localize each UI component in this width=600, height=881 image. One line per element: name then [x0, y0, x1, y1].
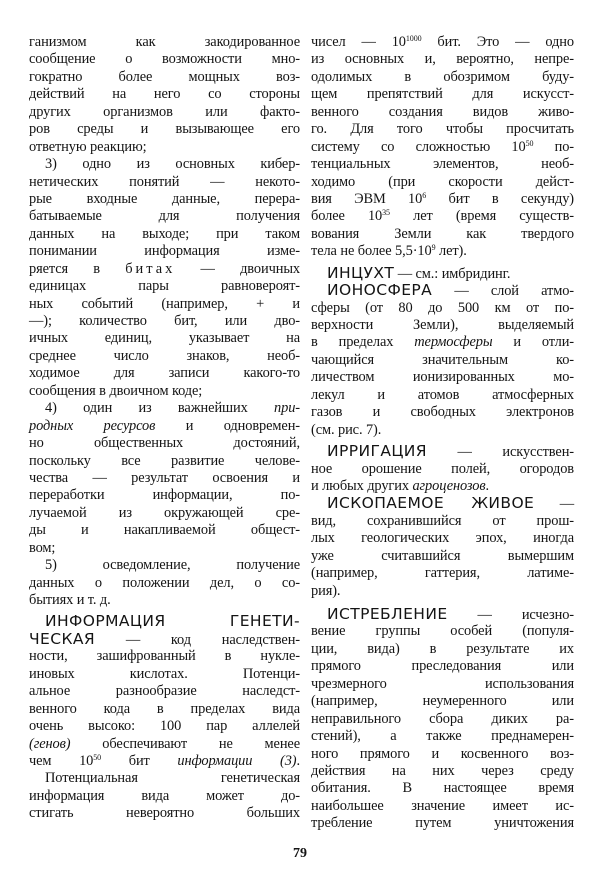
text-line: действия на них через среду — [311, 762, 574, 779]
text-fragment: — код наследствен- — [95, 631, 300, 648]
text-line: (например, гаттерия, латиме- — [311, 565, 574, 582]
text-line: 3) одно из основных кибер- — [45, 156, 300, 173]
text-line: поскольку все развитие челове- — [29, 452, 300, 469]
entry-heading-extermination: ИСТРЕБЛЕНИЕ — [327, 605, 448, 623]
text-line: Потенциальная генетическая — [45, 770, 300, 787]
cross-reference: при- — [274, 400, 300, 417]
text-line: чества — результат освоения и — [29, 469, 300, 486]
text-line: сферы (от 80 до 500 км от по- — [311, 299, 574, 316]
text-line: одолимых в обозримом буду- — [311, 68, 574, 85]
text-line: ходимо (при скорости дейст- — [311, 173, 574, 190]
text-line: действий на него со стороны — [29, 86, 300, 103]
text-line: ганизмом как закодированное — [29, 34, 300, 50]
text-line: бытиях и т. д. — [29, 592, 111, 608]
text-line: вид, сохранившийся от прош- — [311, 512, 574, 529]
text-fragment: систему со сложностью 10 — [311, 138, 526, 155]
entry-heading-genetic-information: ИНФОРМАЦИЯ ГЕНЕТИ- — [45, 612, 300, 631]
text-line: сообщение о возможности мно- — [29, 51, 300, 68]
text-line: прямого преследования или — [311, 658, 574, 675]
text-fragment: и одновремен- — [155, 417, 300, 434]
text-line: го. Для того чтобы просчитать — [311, 121, 574, 138]
text-fragment: более 10 — [311, 208, 383, 225]
text-line — [29, 753, 300, 770]
text-line: среднее число знаков, необ- — [29, 347, 300, 364]
text-line — [311, 443, 574, 460]
cross-reference: родных ресурсов — [29, 417, 156, 434]
entry-heading-irrigation: ИРРИГАЦИЯ — [327, 442, 427, 461]
text-line: требление путем уничтожения — [311, 815, 574, 832]
text-fragment: и отли- — [492, 334, 574, 351]
page-number: 79 — [293, 846, 307, 861]
text-line — [311, 243, 574, 260]
text-line: данных на выходе; при таком — [29, 225, 300, 242]
right-column — [311, 34, 574, 833]
text-line: альное разнообразие наследст- — [29, 683, 300, 700]
text-fragment: ряется в — [29, 260, 126, 277]
text-line — [29, 631, 300, 648]
text-line: лых геологических эпох, иногда — [311, 530, 574, 547]
text-line: вом; — [29, 539, 56, 556]
exponent: 35 — [382, 208, 390, 218]
text-line: стигать невероятно больших — [29, 805, 300, 822]
left-column — [29, 34, 300, 823]
text-fragment: лет (время существ- — [389, 208, 574, 225]
text-line: ичных единиц, указывает на — [29, 330, 300, 347]
text-line: наибольшее значение имеет ис- — [311, 797, 574, 814]
text-line: информация вида может до- — [29, 787, 300, 804]
text-line — [311, 334, 574, 351]
text-line: лекул и атомов атмосферных — [311, 386, 574, 403]
text-fragment: 4) один из важнейших — [45, 400, 275, 417]
text-line: ное орошение полей, огородов — [311, 460, 574, 477]
text-line: рые входные данные, перера- — [29, 190, 300, 207]
exponent: 1000 — [405, 34, 422, 43]
text-fragment: в пределах — [311, 334, 415, 351]
text-line: ности, зашифрованный в нукле- — [29, 648, 300, 665]
text-fragment: — двоичных — [175, 260, 300, 277]
cross-reference: термосферы — [414, 334, 493, 351]
text-line: нетических понятий — некото- — [29, 173, 300, 190]
text-line: вования Земли как твердого — [311, 225, 574, 242]
text-line: данных о положении дел, о со- — [29, 574, 300, 591]
cross-reference: (генов) — [29, 735, 71, 752]
text-fragment: и любых других — [311, 477, 413, 494]
text-line: (см. рис. 7). — [311, 421, 382, 438]
text-line: чающийся значительным ко- — [311, 351, 574, 368]
entry-heading-inbreeding: ИНЦУХТ — [327, 263, 395, 282]
text-line: понимании информация изме- — [29, 243, 300, 260]
text-fragment: чем 10 — [29, 752, 94, 769]
exponent: 50 — [93, 752, 102, 762]
text-line: ных событий (например, + и — [29, 295, 300, 312]
text-line: (например, неумеренного или — [311, 693, 574, 710]
text-line: венного создания видов живо- — [311, 103, 574, 120]
text-fragment: бит. Это — одно — [421, 34, 574, 50]
text-line: батываемые для получения — [29, 208, 300, 225]
text-fragment: лет). — [435, 243, 467, 260]
text-line: щем препятствий для искусст- — [311, 86, 574, 103]
text-line — [29, 400, 300, 417]
entry-heading-living-fossil: ИСКОПАЕМОЕ ЖИВОЕ — [327, 494, 535, 513]
text-line — [311, 208, 574, 225]
text-fragment: — слой атмо- — [432, 283, 574, 300]
term-bits-spaced: битах — [125, 260, 176, 277]
cross-reference: информации (3) — [177, 752, 297, 769]
text-line: —); количество бит, или дво- — [29, 313, 300, 329]
entry-heading-ionosphere: ИОНОСФЕРА — [327, 281, 433, 300]
text-line: газов и свободных электронов — [311, 404, 574, 421]
text-line: личеством ионизированных мо- — [311, 369, 574, 386]
text-line: ходимое для записи какого-то — [29, 365, 300, 382]
text-line: из основных и, вероятно, непре- — [311, 51, 574, 68]
entry-heading-continuation: ЧЕСКАЯ — [29, 629, 96, 648]
text-fragment: . — [296, 752, 300, 769]
text-fragment: вия ЭВМ 10 — [311, 190, 423, 207]
cross-reference: агроценозов — [412, 477, 486, 494]
text-line: вение группы особей (популя- — [311, 623, 574, 640]
text-line: ции, вида) в результате их — [311, 640, 574, 657]
text-line: венного кода в пределах вида — [29, 700, 300, 717]
text-line — [29, 418, 300, 435]
text-line: ответную реакцию; — [29, 138, 147, 155]
exponent: 9 — [431, 243, 436, 253]
text-line — [311, 495, 574, 512]
text-line — [311, 34, 574, 51]
text-fragment: — исчезно- — [447, 607, 574, 623]
text-line: чрезмерного использования — [311, 675, 574, 692]
text-line: переработки информации, по- — [29, 487, 300, 504]
text-line: обитания. В настоящее время — [311, 780, 574, 797]
text-line: верхности Земли), выделяемый — [311, 317, 574, 333]
text-line: рия). — [311, 582, 341, 599]
text-line: стений), а также преднамерен- — [311, 728, 574, 745]
text-line — [29, 261, 300, 278]
text-fragment: — — [534, 496, 574, 513]
text-fragment: бит — [101, 752, 178, 769]
text-line: уже считавшийся вымершим — [311, 547, 574, 564]
text-line: единицах пары равновероят- — [29, 278, 300, 295]
exponent: 50 — [525, 138, 534, 148]
text-fragment: по- — [533, 138, 574, 155]
text-fragment: бит в секунду) — [426, 190, 574, 207]
text-fragment: — искусствен- — [426, 444, 574, 461]
text-line: тенциальных элементов, необ- — [311, 156, 574, 173]
text-line: иновых кислотах. Потенци- — [29, 665, 300, 682]
exponent: 6 — [422, 190, 427, 200]
text-line: неправильного сбора диких ра- — [311, 710, 574, 727]
text-line — [311, 282, 574, 299]
text-line: ров среды и вызывающее его — [29, 121, 300, 138]
text-line — [29, 736, 300, 753]
text-fragment: — см.: имбридинг. — [394, 265, 511, 282]
text-line — [311, 139, 574, 156]
text-line — [311, 606, 574, 623]
text-line: 5) осведомление, получение — [45, 557, 300, 574]
text-fragment: чисел — 10 — [311, 34, 406, 50]
text-line: ды и накапливаемой общест- — [29, 522, 300, 539]
text-line: очень высоко: 100 пар аллелей — [29, 718, 300, 735]
text-fragment: . — [485, 477, 489, 494]
text-line — [311, 265, 574, 282]
text-line: ного прямого и косвенного воз- — [311, 745, 574, 762]
text-line: других организмов или факто- — [29, 103, 300, 120]
text-line: гократно более мощных воз- — [29, 68, 300, 85]
text-line — [311, 191, 574, 208]
text-fragment: обеспечивают не менее — [70, 735, 300, 752]
text-fragment: тела не более 5,5·10 — [311, 243, 432, 260]
text-line — [311, 478, 574, 495]
text-line: но общественных достояний, — [29, 435, 300, 452]
text-line: лучаемой из окружающей сре- — [29, 504, 300, 521]
text-line: сообщения в двоичном коде; — [29, 382, 203, 399]
